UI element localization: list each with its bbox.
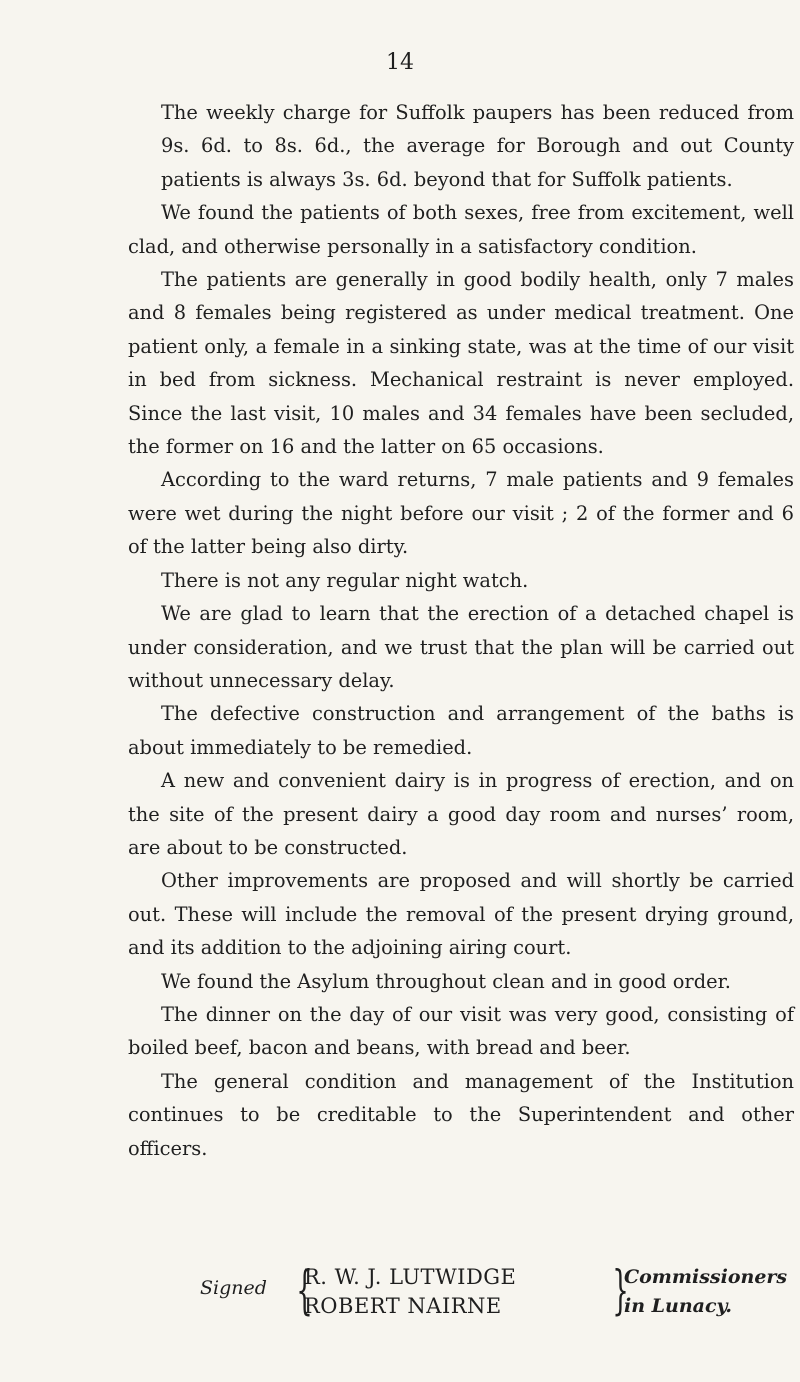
right-brace: }	[612, 1261, 629, 1321]
paragraph: The defective construction and arrangement of the baths is about immediately to be remedied.	[128, 702, 794, 759]
paragraph: We are glad to learn that the erection of a detached chapel is under consideration, and we trust that the plan will be carried out without unnecessary delay.	[128, 602, 794, 692]
signatory-names	[304, 1263, 516, 1321]
paragraph: There is not any regular night watch.	[161, 568, 529, 592]
paragraph: We found the patients of both sexes, free from excitement, well clad, and otherwise personally in a satisfactory condition.	[128, 201, 794, 258]
title-line: in Lunacy.	[624, 1295, 732, 1317]
left-brace: {	[296, 1261, 313, 1321]
paragraph: The general condition and management of the Institution continues to be creditable to the Superintendent and other officers.	[128, 1069, 794, 1160]
title-line: Commissioners	[624, 1266, 788, 1288]
signatory-title	[624, 1263, 787, 1321]
signatory-name: ROBERT NAIRNE	[304, 1294, 502, 1318]
page-number: 14	[386, 50, 414, 75]
paragraph: Other improvements are proposed and will shortly be carried out. These will include the removal of the present drying ground, and its addition to the adjoining airing court.	[128, 869, 794, 960]
paragraph: The patients are generally in good bodily health, only 7 males and 8 females being registered as under medical treatment. One patient only, a female in a sinking state, was at the time of our visit in bed from sickness. Mechanical restraint is never employed. Since the last visit, 10 males and 34 females have been secluded, the former on 16 and the latter on 65 occasions.	[128, 268, 794, 459]
signed-label: Signed	[200, 1277, 267, 1299]
body-text	[128, 96, 794, 1165]
signatory-name: R. W. J. LUTWIDGE	[304, 1265, 517, 1289]
paragraph: The weekly charge for Suffolk paupers has been reduced from 9s. 6d. to 8s. 6d., the average for Borough and out County patients is always 3s. 6d. beyond that for Suffolk patients.	[161, 101, 794, 191]
paragraph: We found the Asylum throughout clean and in good order.	[161, 969, 731, 993]
signature-block	[200, 1263, 790, 1327]
paragraph: A new and convenient dairy is in progress of erection, and on the site of the present dairy a good day room and nurses’ room, are about to be constructed.	[128, 769, 794, 859]
paragraph: The dinner on the day of our visit was very good, consisting of boiled beef, bacon and beans, with bread and beer.	[128, 1002, 794, 1060]
paragraph: According to the ward returns, 7 male patients and 9 females were wet during the night before our visit ; 2 of the former and 6 of the latter being also dirty.	[128, 468, 794, 559]
